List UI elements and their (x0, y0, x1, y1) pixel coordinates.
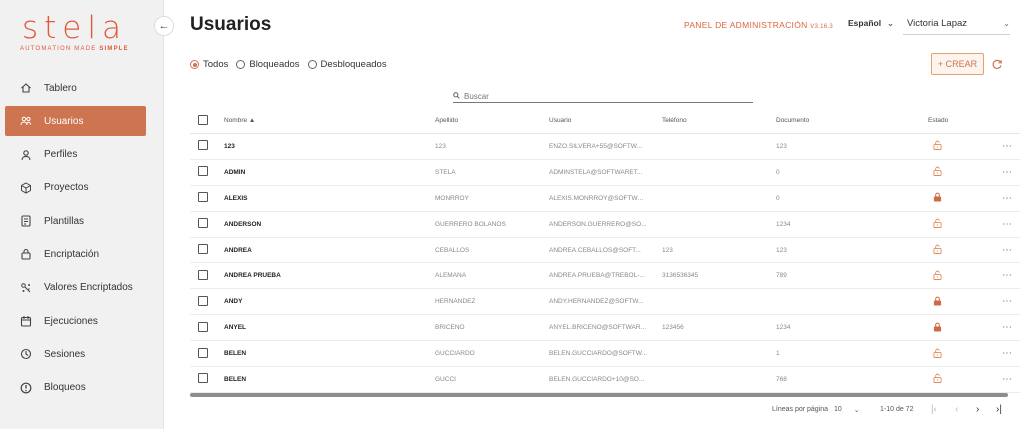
cell-apellido: BRICEÑO (435, 324, 465, 332)
more-options-icon[interactable]: ⋯ (1002, 244, 1012, 256)
row-checkbox[interactable] (198, 140, 208, 152)
cell-apellido: GUCCIARDO (435, 350, 475, 358)
home-icon (19, 81, 33, 95)
cell-nombre: ANYEL (224, 324, 247, 332)
column-header-nombre[interactable]: Nombre ▲ (224, 117, 256, 124)
next-page-icon[interactable]: › (976, 404, 980, 415)
cell-nombre: ANDREA (224, 246, 252, 254)
sidebar-item-label: Usuarios (44, 115, 84, 127)
cell-apellido: CEBALLOS (435, 246, 470, 254)
sidebar-item-label: Proyectos (44, 182, 89, 194)
collapse-sidebar-button[interactable] (154, 16, 174, 36)
calendar-icon (19, 314, 33, 328)
search-input[interactable] (464, 92, 744, 101)
cell-apellido: 123 (435, 142, 446, 150)
filter-all-radio[interactable]: Todos (190, 59, 228, 70)
sidebar-item-tablero[interactable] (5, 73, 146, 103)
sidebar-item-label: Perfiles (44, 149, 78, 161)
more-options-icon[interactable]: ⋯ (1002, 192, 1012, 204)
sidebar-item-sesiones[interactable] (5, 339, 146, 369)
sidebar-item-label: Sesiones (44, 348, 86, 360)
table-row[interactable] (190, 212, 1020, 238)
cell-nombre: 123 (224, 142, 235, 150)
table-header (190, 108, 1020, 134)
cell-nombre: BELEN (224, 375, 247, 383)
language-select[interactable]: Español ⌄ (848, 18, 894, 28)
column-header-telefono[interactable]: Teléfono (662, 117, 687, 124)
table-row[interactable] (190, 160, 1020, 186)
sidebar-item-proyectos[interactable] (5, 173, 146, 203)
chevron-down-icon: ⌄ (853, 407, 860, 414)
cell-usuario: ALEXIS.MONRROY@SOFTWA... (549, 194, 647, 202)
cell-apellido: HERNÁNDEZ (435, 298, 476, 306)
sidebar-item-label: Encriptación (44, 248, 100, 260)
cell-apellido: STELA (435, 168, 456, 176)
cell-nombre: ADMIN (224, 168, 246, 176)
radio-icon (236, 60, 245, 69)
lock-open-icon[interactable] (933, 166, 942, 178)
column-header-usuario[interactable]: Usuario (549, 117, 572, 124)
cell-nombre: ANDY (224, 298, 243, 306)
admin-panel-label: PANEL DE ADMINISTRACIÓN V3.16.3 (684, 20, 834, 30)
sidebar-nav (5, 73, 146, 406)
cell-usuario: ADMINSTELA@SOFTWARET... (549, 168, 643, 176)
cell-documento: 1234 (776, 220, 791, 228)
page-range: 1-10 de 72 (880, 406, 914, 413)
lock-open-icon[interactable] (933, 218, 942, 230)
cell-documento: 0 (776, 194, 780, 202)
table-row[interactable] (190, 367, 1020, 393)
version-label: V3.16.3 (810, 24, 834, 30)
radio-selected-icon (190, 60, 199, 69)
row-checkbox[interactable] (198, 244, 208, 256)
first-page-icon[interactable]: |‹ (931, 404, 937, 415)
table-row[interactable] (190, 341, 1020, 367)
column-header-estado: Estado (928, 117, 949, 124)
cell-usuario: ANDREA.CEBALLOS@SOFT... (549, 246, 641, 254)
refresh-icon[interactable] (991, 58, 1003, 70)
sidebar-item-label: Valores Encriptados (44, 282, 133, 294)
column-header-apellido[interactable]: Apellido (435, 117, 459, 124)
row-checkbox[interactable] (198, 270, 208, 282)
cell-apellido: GUERRERO BOLAÑOS (435, 220, 506, 228)
users-table (190, 108, 1020, 393)
horizontal-scrollbar[interactable] (190, 393, 1008, 397)
table-row[interactable] (190, 263, 1020, 289)
lock-closed-icon[interactable] (933, 296, 942, 308)
cell-nombre: BELEN (224, 350, 247, 358)
table-body (190, 134, 1020, 393)
logo-word: stela (22, 10, 127, 46)
cell-telefono: 123456 (662, 324, 684, 332)
cell-usuario: ENZO.SILVERA+55@SOFTW... (549, 142, 642, 150)
cell-documento: 1234 (776, 324, 791, 332)
cell-documento: 1 (776, 350, 780, 358)
search-icon (453, 92, 460, 101)
sidebar-item-label: Ejecuciones (44, 315, 98, 327)
logo (20, 12, 132, 56)
filter-blocked-radio[interactable]: Bloqueados (236, 59, 299, 70)
lock-open-icon[interactable] (933, 373, 942, 385)
template-icon (19, 214, 33, 228)
more-options-icon[interactable]: ⋯ (1002, 296, 1012, 308)
cell-telefono: 3136536345 (662, 272, 699, 280)
sidebar-item-label: Bloqueos (44, 382, 86, 394)
filter-unblocked-radio[interactable]: Desbloqueados (308, 59, 387, 70)
prev-page-icon[interactable]: ‹ (955, 404, 959, 415)
lock-open-icon[interactable] (933, 348, 942, 360)
cell-nombre: ALEXIS (224, 194, 248, 202)
sidebar-item-label: Tablero (44, 82, 77, 94)
row-checkbox[interactable] (198, 348, 208, 360)
lock-open-icon[interactable] (933, 140, 942, 152)
sidebar-item-label: Plantillas (44, 215, 85, 227)
lock-closed-icon[interactable] (933, 192, 942, 204)
table-row[interactable] (190, 238, 1020, 264)
pagination (0, 406, 1024, 420)
cell-usuario: ANYEL.BRICENO@SOFTWAR... (549, 324, 647, 332)
user-select[interactable]: Victoria Lapaz ⌄ (903, 13, 1010, 35)
cell-documento: 123 (776, 142, 787, 150)
row-checkbox[interactable] (198, 166, 208, 178)
table-row[interactable] (190, 186, 1020, 212)
lock-icon (19, 247, 33, 261)
more-options-icon[interactable]: ⋯ (1002, 218, 1012, 230)
cell-apellido: GUCCI (435, 375, 456, 383)
last-page-icon[interactable]: ›| (996, 404, 1002, 415)
sidebar-item-valores-encriptados[interactable] (5, 273, 146, 303)
cell-nombre: ANDREA PRUEBA (224, 272, 281, 280)
table-row[interactable] (190, 289, 1020, 315)
cell-usuario: BELEN.GUCCIARDO@SOFTW... (549, 350, 647, 358)
alert-icon (19, 381, 33, 395)
radio-icon (308, 60, 317, 69)
cell-apellido: MONRROY (435, 194, 469, 202)
sidebar-item-bloqueos[interactable] (5, 373, 146, 403)
table-row[interactable] (190, 315, 1020, 341)
create-button[interactable]: + CREAR (931, 53, 984, 75)
users-icon (19, 114, 33, 128)
row-checkbox[interactable] (198, 373, 208, 385)
row-checkbox[interactable] (198, 218, 208, 230)
more-options-icon[interactable]: ⋯ (1002, 140, 1012, 152)
more-options-icon[interactable]: ⋯ (1002, 166, 1012, 178)
sidebar-item-usuarios[interactable] (5, 106, 146, 136)
cell-usuario: ANDY.HERNANDEZ@SOFTW... (549, 298, 644, 306)
table-row[interactable] (190, 134, 1020, 160)
more-options-icon[interactable]: ⋯ (1002, 322, 1012, 334)
sidebar-item-encriptacion[interactable] (5, 239, 146, 269)
cell-documento: 789 (776, 272, 787, 280)
chevron-down-icon: ⌄ (887, 18, 894, 28)
lock-open-icon[interactable] (933, 270, 942, 282)
sidebar-item-perfiles[interactable] (5, 140, 146, 170)
row-checkbox[interactable] (198, 192, 208, 204)
arrow-left-icon: ← (158, 20, 170, 32)
status-filter (190, 59, 387, 70)
logo-tagline: AUTOMATION MADE SIMPLE (20, 46, 129, 52)
column-header-documento[interactable]: Documento (776, 117, 810, 124)
clock-icon (19, 347, 33, 361)
cell-documento: 768 (776, 375, 787, 383)
cell-nombre: ANDERSON (224, 220, 262, 228)
cell-usuario: BELEN.GUCCIARDO+10@SO... (549, 375, 645, 383)
lock-closed-icon[interactable] (933, 322, 942, 334)
sidebar (0, 0, 164, 429)
sidebar-item-plantillas[interactable] (5, 206, 146, 236)
chevron-down-icon: ⌄ (1003, 19, 1010, 28)
page-title: Usuarios (190, 14, 272, 35)
more-options-icon[interactable]: ⋯ (1002, 373, 1012, 385)
cell-telefono: 123 (662, 246, 673, 254)
sidebar-item-ejecuciones[interactable] (5, 306, 146, 336)
row-checkbox[interactable] (198, 296, 208, 308)
key-values-icon (19, 281, 33, 295)
rows-per-page-label: Líneas por página (772, 406, 829, 413)
cell-apellido: ALEMANA (435, 272, 467, 280)
row-checkbox[interactable] (198, 322, 208, 334)
cell-documento: 0 (776, 168, 780, 176)
select-all-checkbox[interactable] (198, 115, 208, 127)
profile-icon (19, 148, 33, 162)
rows-per-page-select[interactable]: 10 ⌄ (834, 406, 860, 414)
box-icon (19, 181, 33, 195)
search-bar (453, 91, 753, 103)
cell-usuario: ANDREA.PRUEBA@TREBOL-... (549, 272, 645, 280)
cell-documento: 123 (776, 246, 787, 254)
lock-open-icon[interactable] (933, 244, 942, 256)
cell-usuario: ANDERSON.GUERRERO@SO... (549, 220, 647, 228)
more-options-icon[interactable]: ⋯ (1002, 270, 1012, 282)
more-options-icon[interactable]: ⋯ (1002, 348, 1012, 360)
